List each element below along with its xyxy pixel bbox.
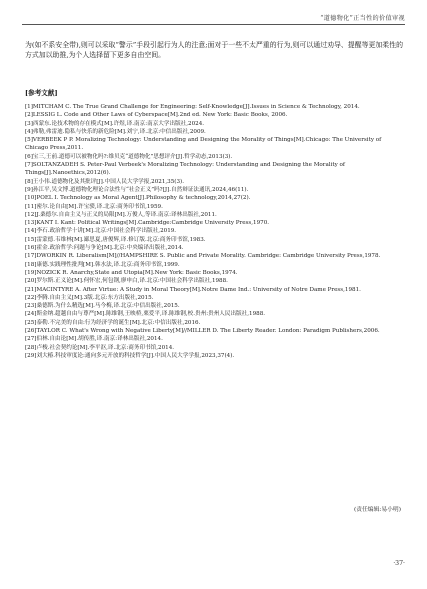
running-header: “道德物化”正当性的价值审视: [320, 15, 405, 22]
reference-item: [25, 244, 405, 252]
reference-text: [11]密尔.论自由[M].许宝骙,译.北京:商务印书馆,1959.: [25, 203, 163, 210]
body-text: [25, 40, 403, 61]
reference-item: [25, 286, 405, 294]
reference-text: [14]李石.政治哲学十讲[M].北京:中国社会科学出版社,2019.: [25, 228, 177, 235]
reference-text: [9]孙江平,吴文博.道德物化理论合法性与“社会正义”吗?[J].自然辩证法通讯,2024,46(11).: [25, 186, 249, 193]
reference-text: [17]DWORKIN R. Liberalism[M]//HAMPSHIRE S. Public and Private Morality. Cambridge: Cambridge University Press,1978.: [25, 253, 381, 260]
reference-text: [27]伯林.自由论[M].胡传胜,译.南京:译林出版社,2014.: [25, 336, 163, 343]
reference-text: [29]刘大椿.科技审度论:通向多元开放的科技哲学[J].中国人民大学学报,2023,37(4).: [25, 352, 235, 359]
reference-item: [25, 277, 405, 285]
reference-text: [3]西蒙东.论技术物的存在模式[M].许煜,译.南京:南京大学出版社,2024.: [25, 120, 205, 127]
reference-item: [25, 194, 405, 202]
reference-text: [8]王小伟.道德物化及其批评[J].中国人民大学学报,2021,35(3).: [25, 178, 184, 185]
reference-text: [12]J.桑德尔.自由主义与正义的局限[M].万俊人,等译.南京:译林出版社,2011.: [25, 211, 217, 218]
reference-item: [25, 335, 405, 343]
reference-text: [10]POEL I. Technology as Moral Agent[J].Philosophy & technology,2014,27(2).: [25, 195, 251, 202]
editor-credit: (责任编辑:易小明): [353, 507, 401, 513]
reference-text: [2]LESSIG L. Code and Other Laws of Cyberspace[M].2nd ed. New York: Basic Books, 2006.: [25, 112, 288, 119]
references-heading: [参考文献]: [25, 89, 58, 97]
body-paragraph: 为(如不系安全带),则可以采取“警示”手段引起行为人的注意;面对于一些不太严重的行为,则可以通过劝导、提醒等更加柔性的方式加以助推,为个人选择留下更多自由空间。: [25, 41, 403, 60]
page-number: ·37·: [393, 560, 405, 567]
header-rule: [22, 24, 405, 25]
reference-item: [25, 136, 405, 153]
reference-item: [25, 344, 405, 352]
reference-item: [25, 252, 405, 260]
reference-item: [25, 161, 405, 178]
reference-text: [20]罗尔斯.正义论[M].何怀宏,何包钢,廖申白,译.北京:中国社会科学出版社,1988.: [25, 278, 228, 285]
reference-item: [25, 310, 405, 318]
reference-item: [25, 236, 405, 244]
reference-text: [13]KANT I. Kant: Political Writings[M].Cambridge:Cambridge University Press,1970.: [25, 220, 270, 227]
reference-item: [25, 178, 405, 186]
reference-item: [25, 211, 405, 219]
reference-item: [25, 261, 405, 269]
reference-text: [4]弗勒,弗雷迪.隐私与快乐的新危险[M].刘宁,译.北京:中信出版社,2009.: [25, 128, 206, 135]
reference-text: [16]霍金.政治哲学:问题与争论[M].北京:中央编译出版社,2014.: [25, 245, 184, 252]
reference-text: [23]桑德斯.为什么精选[M].马今梅,译.北京:中信出版社,2015.: [25, 303, 180, 310]
reference-item: [25, 352, 405, 360]
reference-text: [22]李腾.自由主义[M].3版.北京:东方出版社,2015.: [25, 294, 154, 301]
reference-item: [25, 227, 405, 235]
reference-text: [18]康德.实践理性批判[M].韩水法,译.北京:商务印书馆,1999.: [25, 261, 180, 268]
reference-text: [5]VERBEEK P P. Moralizing Technology: Understanding and Designing the Morality of Things[M].Chicago: The University of Chicago Press,2011.: [25, 137, 382, 152]
reference-text: [21]MACINTYRE A. After Virtue: A Study in Moral Theory[M].Notre Dame Ind.: University of Notre Dame Press,1981.: [25, 286, 361, 293]
reference-text: [28]卢梭.社会契约论[M].李平沤,译.北京:商务印书馆,2014.: [25, 344, 175, 351]
references-list: [25, 103, 405, 360]
reference-text: [6]宝三,王前.道德可以被物化吗?:维贝克“道德物化”思想评介[J].哲学动态,2013(3).: [25, 153, 233, 160]
reference-text: [7]SOLTANZADEH S. Peter-Paul Verbeek's Moralizing Technology: Understanding and Designing the Morality of Things[J].Nanoethics,2012(6).: [25, 162, 345, 177]
reference-item: [25, 319, 405, 327]
reference-item: [25, 203, 405, 211]
reference-item: [25, 219, 405, 227]
reference-text: [26]TAYLOR C. What's Wrong with Negative Liberty[M]//MILLER D. The Liberty Reader. London: Paradigm Publishers,2006.: [25, 328, 380, 335]
reference-item: [25, 269, 405, 277]
reference-text: [24]斯金纳.超越自由与尊严[M].陈维钢,王映桥,栗爱平,译.陈维钢,校.贵州:贵州人民出版社,1988.: [25, 311, 266, 318]
reference-item: [25, 128, 405, 136]
reference-item: [25, 186, 405, 194]
reference-text: [1]MITCHAM C. The True Grand Challenge for Engineering: Self-Knowledge[J].Issues in Science & Technology, 2014.: [25, 104, 360, 110]
reference-text: [25]泰勒.不完美的自由:行为经济学的诞生[M].北京:中信出版社,2016.: [25, 319, 201, 326]
reference-item: [25, 153, 405, 161]
reference-text: [15]雷蒙德.韦维林[M].鄙思夏,唐俊辉,译.修订版.北京:商务印书馆,1983.: [25, 236, 206, 243]
reference-item: [25, 103, 405, 111]
reference-item: [25, 327, 405, 335]
reference-item: [25, 294, 405, 302]
reference-item: [25, 120, 405, 128]
reference-item: [25, 302, 405, 310]
reference-text: [19]NOZICK R. Anarchy,State and Utopia[M].New York: Basic Books,1974.: [25, 269, 238, 276]
reference-item: [25, 111, 405, 119]
